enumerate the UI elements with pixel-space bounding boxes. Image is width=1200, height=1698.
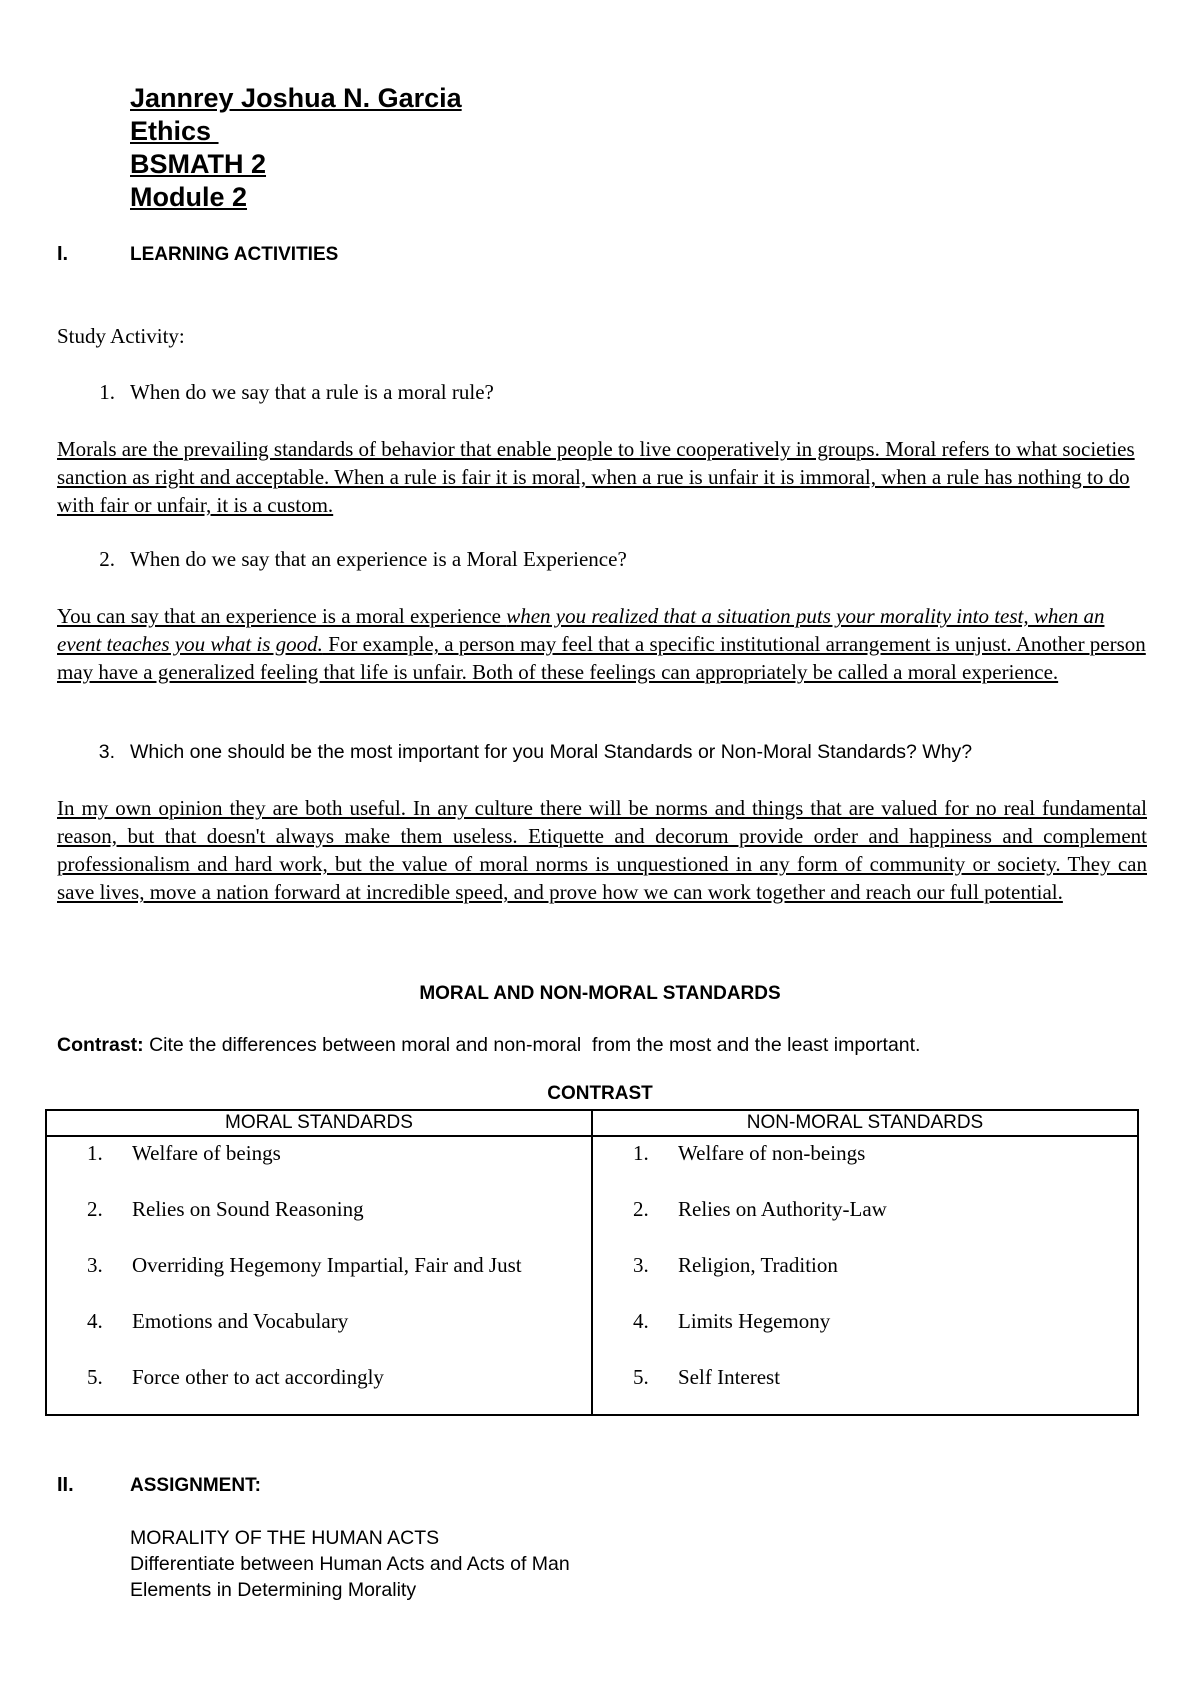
assignment-line: Differentiate between Human Acts and Acts of Man bbox=[130, 1553, 570, 1575]
list-item: 2. Relies on Authority-Law bbox=[633, 1197, 887, 1221]
section-2-numeral: II. bbox=[57, 1474, 74, 1496]
answer-3: In my own opinion they are both useful. In any culture there will be norms and things that are valued for no real fundamental reason, but that doesn't always make them useless. Etiquette and decorum provide order and happiness and complement professionalism and hard work, but the value of moral norms is unquestioned in any form of community or society. They can save lives, move a nation forward at incredible speed, and prove how we can work together and reach our full potential. bbox=[57, 796, 1147, 904]
non-moral-standards-cell bbox=[592, 1136, 1138, 1415]
course-name: BSMATH 2 bbox=[130, 149, 267, 179]
column-header-moral: MORAL STANDARDS bbox=[46, 1110, 592, 1136]
list-item: 4. Emotions and Vocabulary bbox=[87, 1309, 349, 1333]
list-item: 1. Welfare of beings bbox=[87, 1141, 281, 1165]
list-item: 3. Religion, Tradition bbox=[633, 1253, 838, 1277]
list-item: 3. Overriding Hegemony Impartial, Fair and Just bbox=[87, 1253, 522, 1277]
contrast-table-title: CONTRAST bbox=[547, 1083, 653, 1104]
moral-standards-cell bbox=[46, 1136, 592, 1415]
answer-1: Morals are the prevailing standards of behavior that enable people to live cooperatively in groups. Moral refers to what societies sanction as right and acceptable. When a rule is fair it is moral, when a rue is unfair it is immoral, when a rule has nothing to do with fair or unfair, it is a custom. bbox=[57, 437, 1135, 517]
student-header bbox=[130, 82, 462, 214]
contrast-instruction: Contrast: Cite the differences between moral and non-moral from the most and the least important. bbox=[57, 1034, 921, 1056]
assignment-line: MORALITY OF THE HUMAN ACTS bbox=[130, 1527, 440, 1549]
study-activity-label: Study Activity: bbox=[57, 324, 185, 348]
subject-name: Ethics bbox=[130, 116, 219, 146]
column-header-non-moral: NON-MORAL STANDARDS bbox=[592, 1110, 1138, 1136]
standards-title: MORAL AND NON-MORAL STANDARDS bbox=[419, 983, 781, 1004]
list-item: 5. Force other to act accordingly bbox=[87, 1365, 384, 1389]
list-item: 2. Relies on Sound Reasoning bbox=[87, 1197, 364, 1221]
module-name: Module 2 bbox=[130, 182, 248, 212]
contrast-table bbox=[45, 1109, 1139, 1416]
question-2: 2. When do we say that an experience is a Moral Experience? bbox=[99, 547, 627, 571]
table-header-row bbox=[46, 1110, 1138, 1136]
section-1-numeral: I. bbox=[57, 243, 69, 265]
question-1: 1. When do we say that a rule is a moral rule? bbox=[99, 380, 494, 404]
assignment-line: Elements in Determining Morality bbox=[130, 1579, 417, 1601]
non-moral-standards-list bbox=[593, 1137, 1137, 1391]
section-2-title: ASSIGNMENT: bbox=[130, 1475, 261, 1496]
question-3: 3. Which one should be the most important for you Moral Standards or Non-Moral Standards? Why? bbox=[98, 741, 973, 763]
list-item: 4. Limits Hegemony bbox=[633, 1309, 831, 1333]
list-item: 5. Self Interest bbox=[633, 1365, 781, 1389]
assignment-list bbox=[130, 1525, 570, 1603]
table-row bbox=[46, 1136, 1138, 1415]
section-1-title: LEARNING ACTIVITIES bbox=[130, 244, 339, 265]
answer-2: You can say that an experience is a moral experience when you realized that a situation puts your morality into test, when an event teaches you what is good. For example, a person may feel that a specific institutional arrangement is unjust. Another person may have a generalized feeling that life is unfair. Both of these feelings can appropriately be called a moral experience. bbox=[57, 604, 1146, 684]
student-name: Jannrey Joshua N. Garcia bbox=[130, 83, 462, 113]
moral-standards-list bbox=[47, 1137, 591, 1391]
list-item: 1. Welfare of non-beings bbox=[633, 1141, 866, 1165]
